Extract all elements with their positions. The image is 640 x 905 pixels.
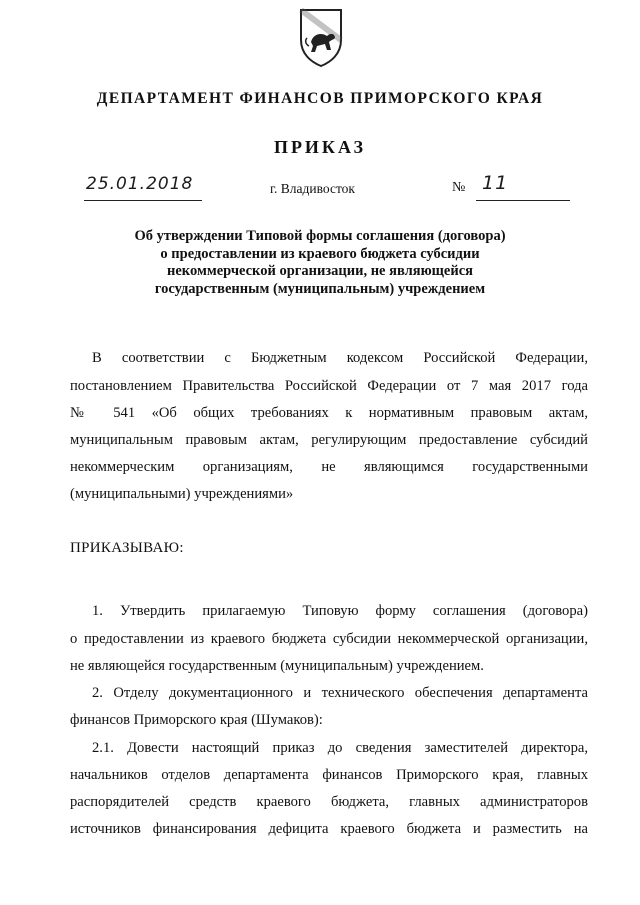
document-type-title: ПРИКАЗ — [273, 137, 367, 157]
item-line: 1. Утвердить прилагаемую Типовую форму соглашения (договора) — [92, 603, 588, 619]
item-line: распорядителей средств краевого бюджета, главных администраторов — [70, 794, 588, 810]
subject-line: государственным (муниципальным) учреждением — [154, 280, 486, 297]
order-word: ПРИКАЗЫВАЮ: — [70, 540, 184, 556]
item-line: о предоставлении из краевого бюджета субсидии некоммерческой организации, — [70, 631, 588, 647]
preamble-line: В соответствии с Бюджетным кодексом Российской Федерации, — [92, 350, 588, 366]
preamble-line: муниципальным правовым актам, регулирующим предоставление субсидий — [70, 432, 588, 448]
document-date: 25.01.2018 — [86, 174, 194, 194]
item-line: финансов Приморского края (Шумаков): — [70, 712, 323, 728]
subject-line: Об утверждении Типовой формы соглашения (договора) — [134, 228, 506, 244]
item-line: источников финансирования дефицита краевого бюджета и разместить на — [70, 821, 588, 837]
item-line: не являющейся государственным (муниципальным) учреждением. — [70, 658, 484, 674]
subject-line: о предоставлении из краевого бюджета субсидии — [160, 245, 480, 262]
item-line: 2.1. Довести настоящий приказ до сведения заместителей директора, — [92, 740, 588, 756]
subject-line: некоммерческой организации, не являющейся — [167, 263, 473, 279]
city-label: г. Владивосток — [270, 181, 355, 196]
document-subject — [90, 228, 550, 298]
coat-of-arms-emblem — [295, 6, 347, 68]
item-line: 2. Отделу документационного и технического обеспечения департамента — [92, 685, 588, 701]
item-line: начальников отделов департамента финансов Приморского края, главных — [70, 767, 588, 783]
number-label: № — [452, 180, 466, 195]
document-number: 11 — [482, 172, 509, 194]
preamble-line: (муниципальными) учреждениями» — [70, 486, 294, 502]
preamble-line: № 541 «Об общих требованиях к нормативным правовым актам, — [70, 405, 588, 421]
department-title: ДЕПАРТАМЕНТ ФИНАНСОВ ПРИМОРСКОГО КРАЯ — [96, 90, 544, 107]
preamble-line: постановлением Правительства Российской Федерации от 7 мая 2017 года — [70, 378, 588, 394]
preamble-line: некоммерческим организациям, не являющимся государственными — [70, 459, 588, 475]
